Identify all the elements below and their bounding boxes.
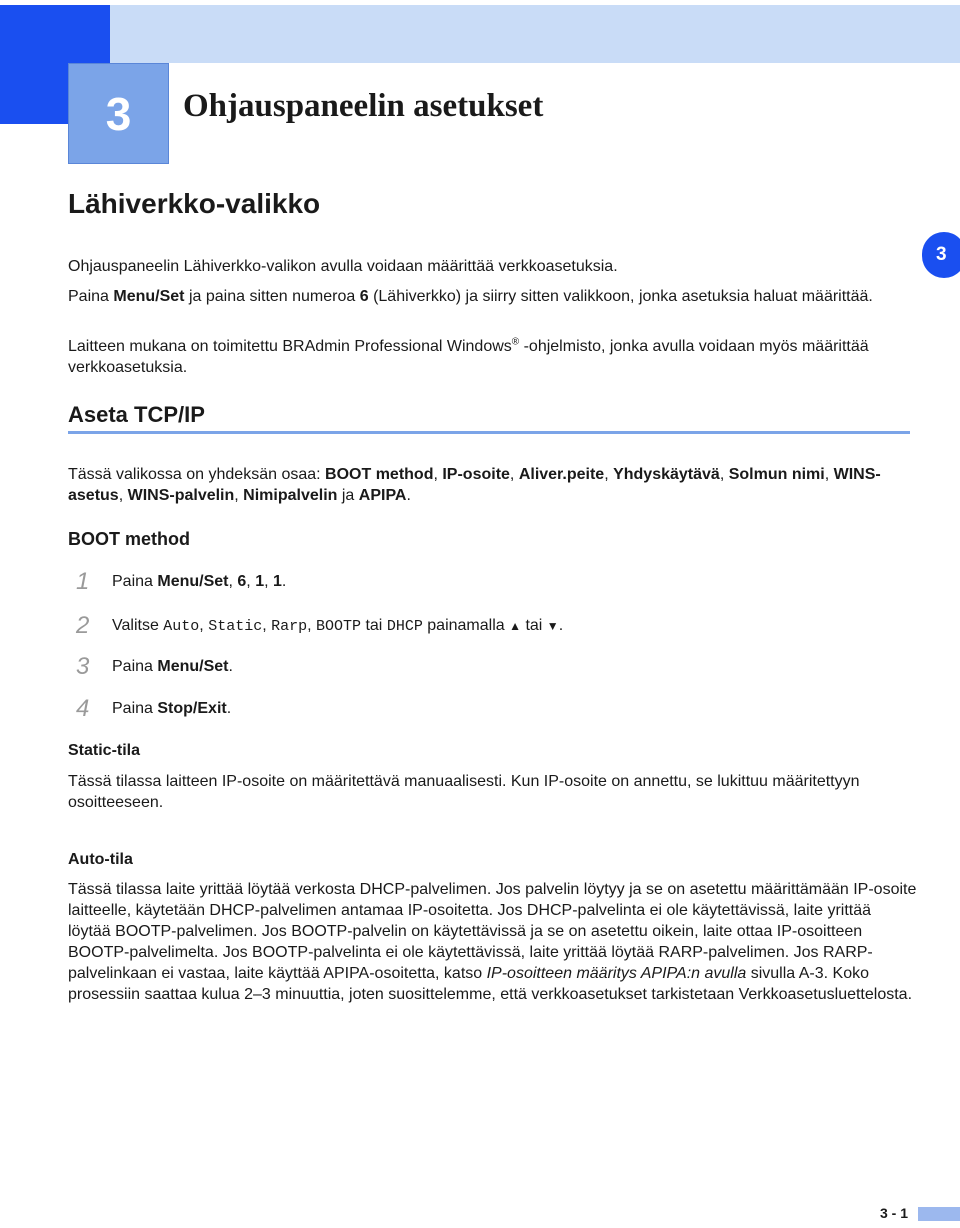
header-band — [110, 5, 960, 63]
page-number: 3 - 1 — [879, 1205, 908, 1221]
step-4: 4 Paina Stop/Exit. — [68, 695, 231, 723]
cross-reference-link[interactable]: IP-osoitteen määritys APIPA:n avulla — [486, 965, 747, 982]
step-number: 4 — [76, 695, 90, 722]
section-divider — [68, 431, 910, 434]
option-bootp: BOOTP — [316, 618, 362, 635]
section-title: Lähiverkko-valikko — [68, 188, 321, 219]
menu-set-key: Menu/Set — [113, 288, 185, 305]
tcpip-description: Tässä valikossa on yhdeksän osaa: BOOT method, IP-osoite, Aliver.peite, Yhdyskäytävä, Solmun nimi, WINS-asetus, WINS-palvelin, Nimipalvelin ja APIPA. — [68, 466, 881, 504]
up-arrow-icon: ▲ — [509, 619, 521, 633]
boot-method-heading: BOOT method — [68, 529, 190, 549]
option-dhcp: DHCP — [386, 618, 423, 635]
step-2: 2 Valitse Auto, Static, Rarp, BOOTP tai DHCP painamalla ▲ tai ▼. — [68, 612, 563, 640]
down-arrow-icon: ▼ — [546, 619, 559, 633]
option-auto: Auto — [163, 618, 200, 635]
subsection-title-tcpip: Aseta TCP/IP — [68, 402, 205, 427]
intro-paragraph-2: Paina Menu/Set ja paina sitten numeroa 6 (Lähiverkko) ja siirry sitten valikkoon, jonka asetuksia haluat määrittää. — [68, 288, 873, 305]
chapter-title: Ohjauspaneelin asetukset — [183, 88, 544, 124]
chapter-side-tab[interactable]: 3 — [922, 232, 960, 278]
footer-accent-bar — [918, 1207, 960, 1221]
step-3: 3 Paina Menu/Set. — [68, 653, 233, 681]
step-number: 3 — [76, 653, 90, 680]
step-1: 1 Paina Menu/Set, 6, 1, 1. — [68, 568, 286, 596]
step-number: 2 — [76, 612, 90, 639]
auto-mode-heading: Auto-tila — [68, 851, 133, 868]
option-rarp: Rarp — [271, 618, 308, 635]
step-number: 1 — [76, 568, 90, 595]
intro-paragraph-1: Ohjauspaneelin Lähiverkko-valikon avulla voidaan määrittää verkkoasetuksia. — [68, 258, 618, 275]
static-mode-text: Tässä tilassa laitteen IP-osoite on määritettävä manuaalisesti. Kun IP-osoite on annettu, se lukittuu määritettyyn osoitteeseen. — [68, 773, 860, 811]
auto-mode-text: Tässä tilassa laite yrittää löytää verkosta DHCP-palvelimen. Jos palvelin löytyy ja se on asetettu määrittämään IP-osoite laitteelle, käytetään DHCP-palvelimen antamaa IP-osoitetta. Jos DHCP-palvelinta ei ole käytettävissä, laite yrittää löytää BOOTP-palvelimen. Jos BOOTP-palvelin on käytettävissä ja se on asetettu oikein, laite ottaa IP-osoitteen BOOTP-palvelimelta. Jos BOOTP-palvelinta ei ole käytettävissä, laite yrittää löytää RARP-palvelimen. Jos RARP-palvelinkaan ei vastaa, laite käyttää APIPA-osoitetta, katso IP-osoitteen määritys APIPA:n avulla sivulla A-3. Koko prosessiin saattaa kulua 2–3 minuuttia, joten suosittelemme, että verkkoasetukset tarkistetaan Verkkoasetusluettelosta. — [68, 881, 917, 1003]
registered-mark: ® — [511, 336, 520, 348]
option-static: Static — [208, 618, 263, 635]
static-mode-heading: Static-tila — [68, 742, 141, 759]
intro-paragraph-3: Laitteen mukana on toimitettu BRAdmin Professional Windows® -ohjelmisto, jonka avulla voidaan myös määrittää verkkoasetuksia. — [68, 336, 869, 376]
chapter-number: 3 — [68, 63, 169, 164]
